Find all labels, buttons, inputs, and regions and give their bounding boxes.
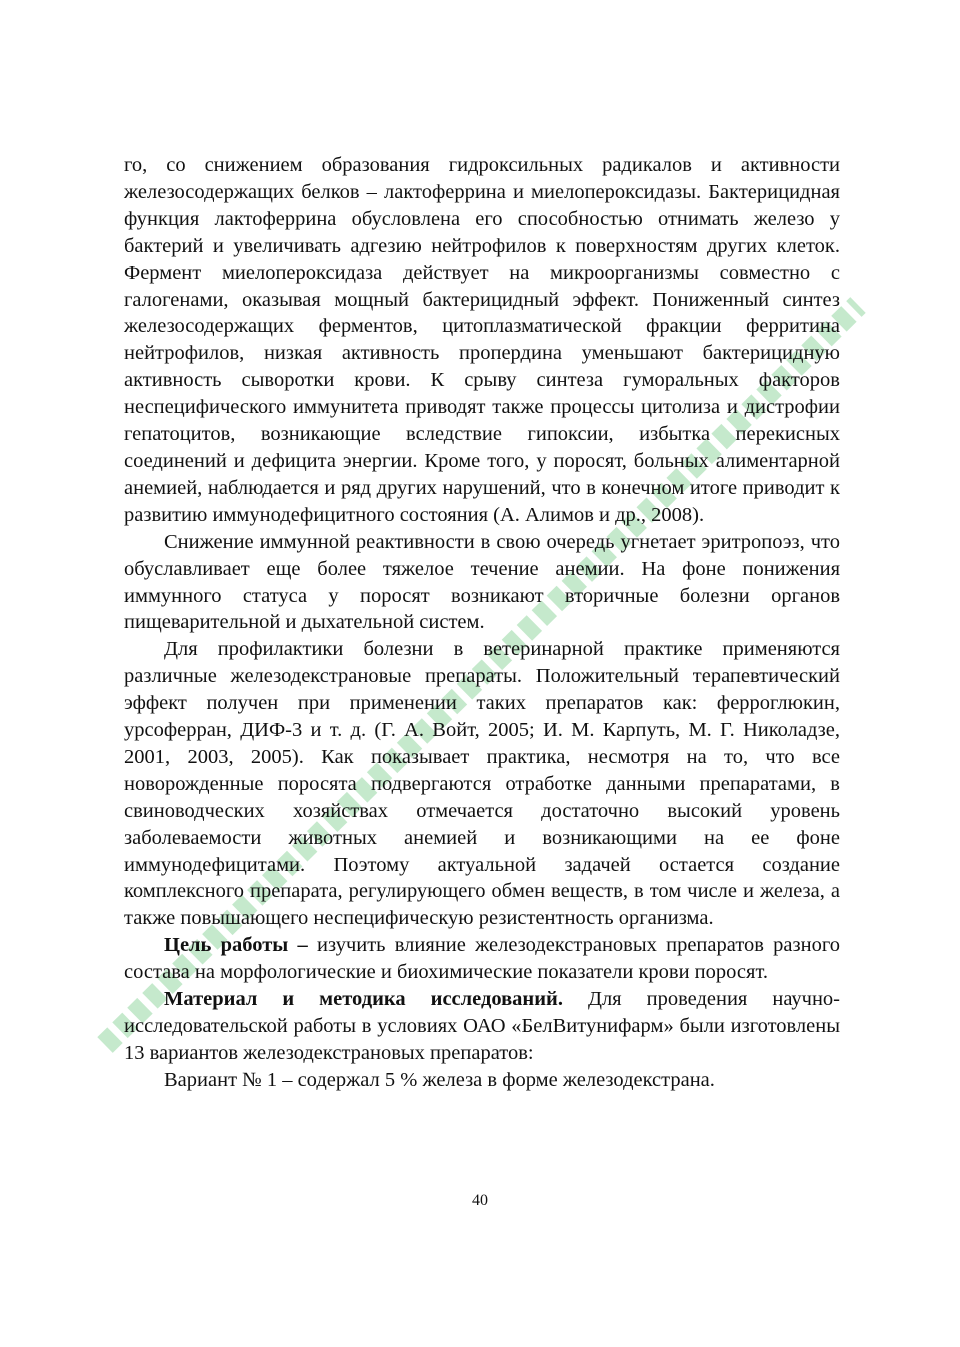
aim-text: изучить влияние железодекстрановых препаратов разного состава на морфологические и биохимические показатели крови поросят. bbox=[124, 934, 840, 984]
aim-heading: Цель работы – bbox=[164, 934, 308, 957]
document-body bbox=[124, 152, 840, 1094]
methods-heading: Материал и методика исследований. bbox=[164, 988, 563, 1011]
paragraph-variant-1: Вариант № 1 – содержал 5 % железа в форме железодекстрана. bbox=[164, 1068, 715, 1091]
page-number: 40 bbox=[472, 1192, 488, 1209]
paragraph-aim bbox=[124, 932, 840, 986]
paragraph-immune-reactivity: Снижение иммунной реактивности в свою очередь угнетает эритропоэз, что обуславливает еще более тяжелое течение анемии. На фоне понижения иммунного статуса у поросят возникают вторичные болезни органов пищеварительной и дыхательной систем. bbox=[124, 530, 840, 634]
paragraph-methods bbox=[124, 986, 840, 1067]
methods-text: Для проведения научно-исследовательской работы в условиях ОАО «БелВитунифарм» были изготовлены 13 вариантов железодекстрановых препаратов: bbox=[124, 988, 840, 1064]
paragraph-immune-mechanisms: го, со снижением образования гидроксильных радикалов и активности железосодержащих белков – лактоферрина и миелопероксидазы. Бактерицидная функция лактоферрина обусловлена его способностью отнимать железо у бактерий и увеличивать адгезию нейтрофилов к поверхностям других клеток. Фермент миелопероксидаза действует на микроорганизмы совместно с галогенами, оказывая мощный бактерицидный эффект. Пониженный синтез железосодержащих ферментов, цитоплазматической фракции ферритина нейтрофилов, низкая активность пропердина уменьшают бактерицидную активность сыворотки крови. К срыву синтеза гуморальных факторов неспецифического иммунитета приводят также процессы цитолиза и дистрофии гепатоцитов, возникающие вследствие гипоксии, избытка перекисных соединений и дефицита энергии. Кроме того, у поросят, больных алиментарной анемией, наблюдается и ряд других нарушений, что в конечном итоге приводит к развитию иммунодефицитного состояния (А. Алимов и др., 2008). bbox=[124, 154, 840, 526]
paragraph-prophylaxis: Для профилактики болезни в ветеринарной практике применяются различные железодекстрановые препараты. Положительный терапевтический эффект получен при применении таких препаратов как: ферроглюкин, урсоферран, ДИФ-3 и т. д. (Г. А. Войт, 2005; И. М. Карпуть, М. Г. Николадзе, 2001, 2003, 2005). Как показывает практика, несмотря на то, что все новорожденные поросята подвергаются отработке данными препаратами, в свиноводческих хозяйствах отмечается достаточно высокий уровень заболеваемости животных анемией и возникающими на ее фоне иммунодефицитами. Поэтому актуальной задачей остается создание комплексного препарата, регулирующего обмен веществ, в том числе и железа, а также повышающего неспецифическую резистентность организма. bbox=[124, 638, 840, 930]
